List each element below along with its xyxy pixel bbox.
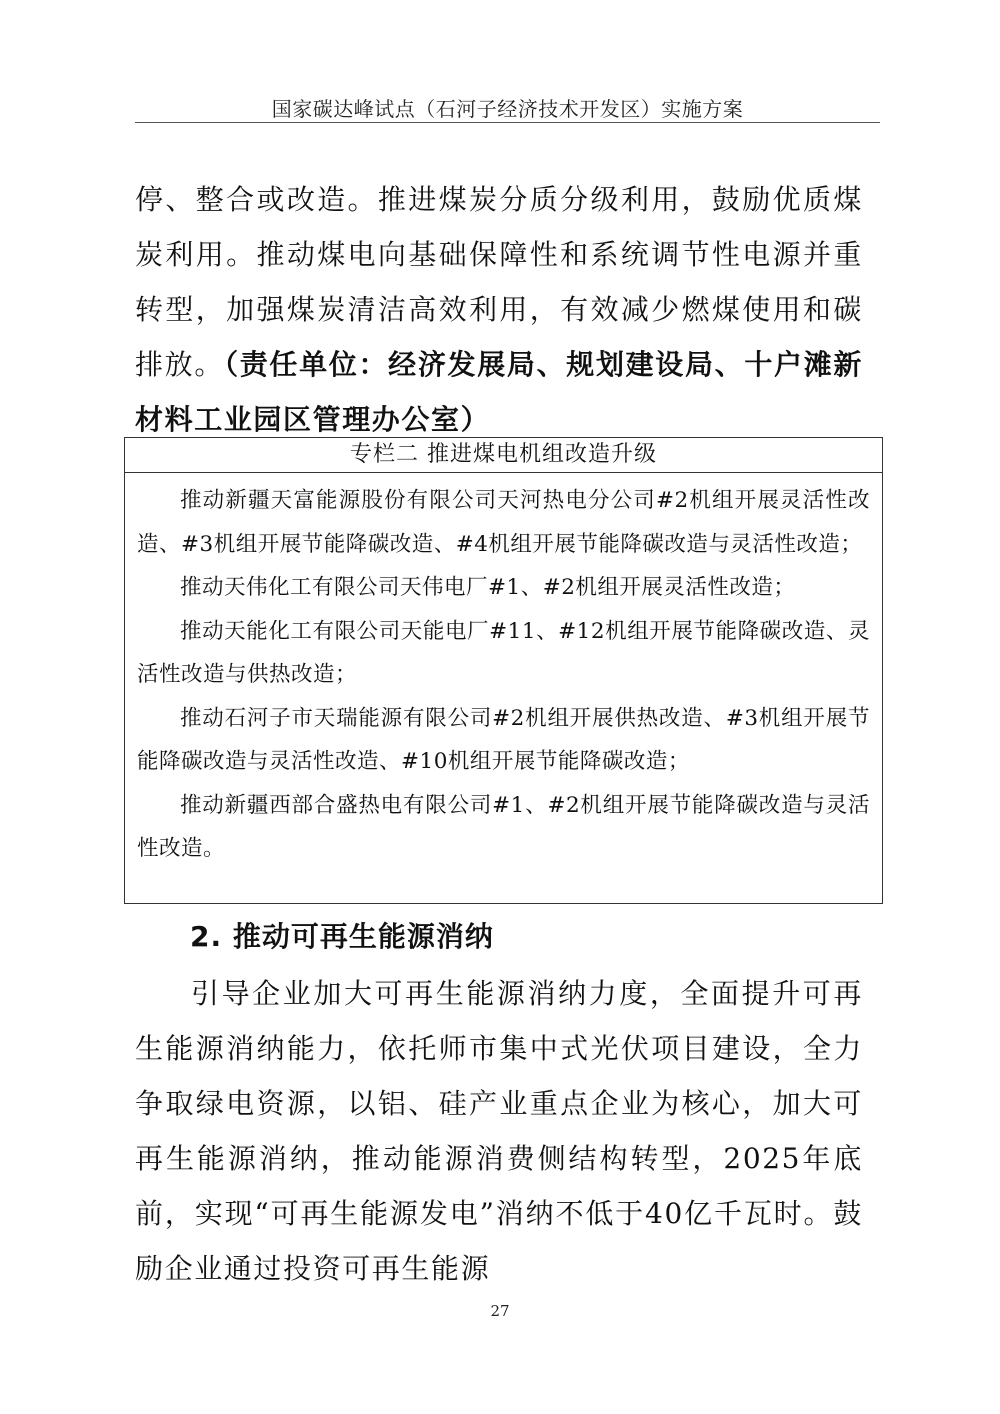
list-item: 推动天能化工有限公司天能电厂#11、#12机组开展节能降碳改造、灵活性改造与供热改造；	[137, 618, 870, 687]
list-item: 推动石河子市天瑞能源有限公司#2机组开展供热改造、#3机组开展节能降碳改造与灵活性改造、#10机组开展节能降碳改造；	[137, 705, 870, 774]
paragraph-coal-utilization	[135, 172, 863, 447]
list-item: 推动天伟化工有限公司天伟电厂#1、#2机组开展灵活性改造；	[180, 575, 796, 600]
running-header: 国家碳达峰试点（石河子经济技术开发区）实施方案	[271, 97, 744, 121]
list-item: 推动新疆天富能源股份有限公司天河热电分公司#2机组开展灵活性改造、#3机组开展节能降碳改造、#4机组开展节能降碳改造与灵活性改造；	[137, 488, 870, 557]
page-number: 27	[490, 1302, 510, 1320]
header-divider	[135, 122, 880, 123]
column-box-coal-power-upgrade	[124, 437, 883, 904]
list-item: 推动新疆西部合盛热电有限公司#1、#2机组开展节能降碳改造与灵活性改造。	[137, 792, 870, 861]
paragraph-text: 停、整合或改造。推进煤炭分质分级利用，鼓励优质煤炭利用。推动煤电向基础保障性和系统调节性电源并重转型，加强煤炭清洁高效利用，有效减少燃煤使用和碳排放。	[135, 183, 863, 381]
paragraph-renewable-consumption: 引导企业加大可再生能源消纳力度，全面提升可再生能源消纳能力，依托师市集中式光伏项目建设，全力争取绿电资源，以铝、硅产业重点企业为核心，加大可再生能源消纳，推动能源消费侧结构转型，2025年底前，实现“可再生能源发电”消纳不低于40亿千瓦时。鼓励企业通过投资可再生能源	[135, 977, 863, 1285]
responsible-units: （责任单位：经济发展局、规划建设局、十户滩新材料工业园区管理办公室）	[135, 348, 864, 436]
column-box-title: 专栏二 推进煤电机组改造升级	[125, 438, 882, 473]
section-heading: 2. 推动可再生能源消纳	[190, 920, 494, 953]
column-box-body	[125, 473, 882, 871]
